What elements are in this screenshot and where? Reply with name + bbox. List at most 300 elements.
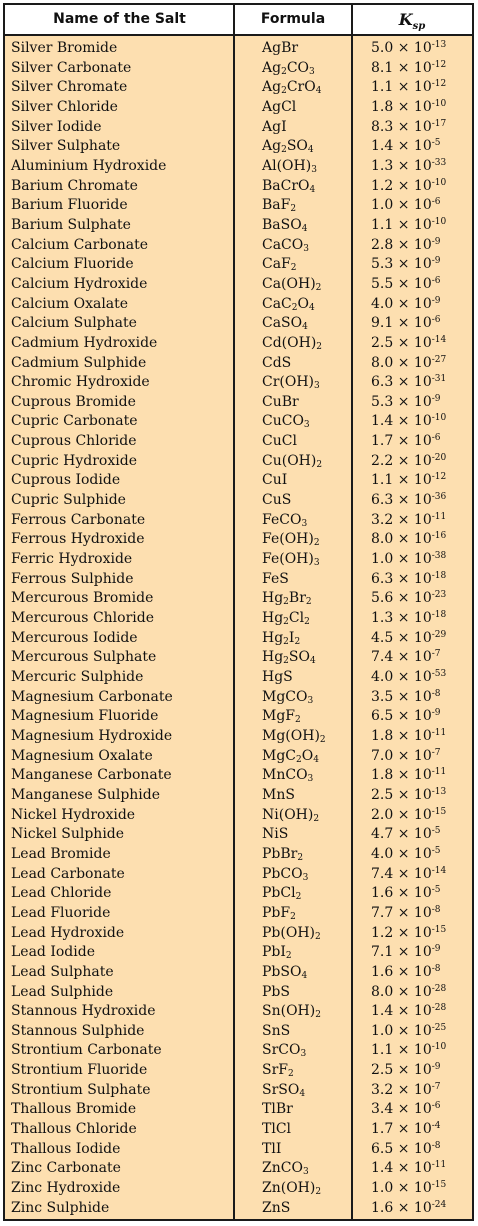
ksp-base: 10	[413, 531, 432, 548]
ksp-exponent: -15	[431, 924, 447, 935]
formula-part: MgCO	[262, 688, 308, 705]
salt-formula	[262, 354, 291, 374]
ksp-value	[371, 1179, 446, 1199]
formula-part: Ag	[262, 138, 282, 155]
formula-part: AgI	[262, 118, 287, 135]
salt-name: Manganese Carbonate	[11, 767, 172, 784]
formula-part: Zn(OH)	[262, 1180, 316, 1197]
formula-subscript: 2	[315, 1187, 322, 1198]
formula-subscript: 2	[281, 66, 287, 77]
times-sign: ×	[393, 98, 414, 115]
ksp-value	[371, 236, 441, 256]
ksp-mantissa: 4.0	[371, 845, 394, 862]
salt-formula	[262, 511, 307, 531]
times-sign: ×	[393, 1140, 414, 1157]
table-row	[5, 904, 472, 924]
salt-formula	[262, 98, 296, 118]
formula-subscript: 4	[313, 754, 319, 765]
salt-name: Mercurous Chloride	[11, 610, 154, 627]
ksp-value	[371, 648, 441, 668]
ksp-base: 10	[413, 865, 432, 882]
ksp-value	[371, 471, 446, 491]
formula-part: Hg	[262, 610, 284, 627]
ksp-value	[371, 570, 446, 590]
times-sign: ×	[393, 1022, 414, 1039]
table-row	[5, 196, 472, 216]
ksp-mantissa: 1.4	[371, 138, 394, 155]
ksp-value	[371, 609, 446, 629]
salt-formula	[262, 570, 289, 590]
formula-part: CuCl	[262, 433, 297, 450]
times-sign: ×	[393, 1199, 414, 1216]
formula-subscript: 2	[283, 636, 289, 647]
ksp-mantissa: 1.1	[371, 216, 394, 233]
salt-formula	[262, 1022, 290, 1042]
formula-part: Ni(OH)	[262, 806, 314, 823]
ksp-exponent: -6	[431, 275, 441, 286]
salt-formula	[262, 884, 301, 904]
times-sign: ×	[393, 138, 414, 155]
ksp-exponent: -27	[431, 354, 447, 365]
formula-part: MnCO	[262, 767, 308, 784]
ksp-base: 10	[413, 570, 432, 587]
ksp-value	[371, 39, 446, 59]
times-sign: ×	[393, 963, 414, 980]
salt-name: Lead Sulphate	[11, 963, 114, 980]
table-row	[5, 471, 472, 491]
ksp-mantissa: 5.6	[371, 590, 394, 607]
salt-name: Nickel Hydroxide	[11, 806, 136, 823]
table-row	[5, 275, 472, 295]
formula-subscript: 4	[309, 302, 315, 313]
ksp-exponent: -9	[431, 236, 441, 247]
formula-part: SrCO	[262, 1042, 301, 1059]
ksp-base: 10	[413, 1101, 432, 1118]
formula-part: PbS	[262, 983, 290, 1000]
table-row	[5, 255, 472, 275]
salt-formula	[262, 786, 295, 806]
table-row	[5, 412, 472, 432]
ksp-mantissa: 9.1	[371, 315, 394, 332]
salt-name: Silver Iodide	[11, 118, 102, 135]
ksp-exponent: -14	[431, 334, 447, 345]
ksp-base: 10	[413, 767, 432, 784]
formula-part: O	[301, 747, 314, 764]
ksp-exponent: -16	[431, 531, 447, 542]
ksp-mantissa: 2.5	[371, 334, 394, 351]
table-row	[5, 314, 472, 334]
formula-subscript: 2	[290, 204, 297, 215]
salt-formula	[262, 1120, 291, 1140]
ksp-value	[371, 550, 446, 570]
salt-name: Ferrous Carbonate	[11, 511, 146, 528]
salt-formula	[262, 904, 296, 924]
ksp-mantissa: 2.0	[371, 806, 394, 823]
ksp-base: 10	[413, 236, 432, 253]
ksp-value	[371, 1022, 446, 1042]
formula-subscript: 2	[285, 951, 292, 962]
ksp-exponent: -9	[431, 295, 441, 306]
salt-formula	[262, 629, 300, 649]
formula-part: SO	[286, 138, 308, 155]
ksp-value	[371, 589, 446, 609]
formula-subscript: 2	[295, 892, 302, 903]
ksp-mantissa: 1.1	[371, 79, 394, 96]
times-sign: ×	[393, 1062, 414, 1079]
salt-name: Strontium Sulphate	[11, 1081, 151, 1098]
ksp-exponent: -9	[431, 393, 441, 404]
ksp-value	[371, 98, 446, 118]
times-sign: ×	[393, 157, 414, 174]
ksp-base: 10	[413, 79, 432, 96]
times-sign: ×	[393, 688, 414, 705]
ksp-value	[371, 806, 446, 826]
times-sign: ×	[393, 590, 414, 607]
formula-part: Ca(OH)	[262, 275, 316, 292]
salt-formula	[262, 373, 320, 393]
ksp-base: 10	[413, 374, 432, 391]
ksp-base: 10	[413, 157, 432, 174]
table-row	[5, 1002, 472, 1022]
times-sign: ×	[393, 413, 414, 430]
salt-name: Zinc Sulphide	[11, 1199, 110, 1216]
formula-part: SrF	[262, 1062, 288, 1079]
formula-subscript: 4	[315, 86, 322, 97]
table-row	[5, 354, 472, 374]
salt-formula	[262, 393, 299, 413]
ksp-base: 10	[413, 354, 432, 371]
table-row	[5, 118, 472, 138]
ksp-exponent: -4	[431, 1121, 441, 1132]
times-sign: ×	[393, 767, 414, 784]
ksp-value	[371, 884, 441, 904]
ksp-value	[371, 1120, 441, 1140]
ksp-exponent: -5	[431, 826, 441, 837]
formula-part: Pb(OH)	[262, 924, 315, 941]
salt-formula	[262, 1081, 305, 1101]
ksp-value	[371, 845, 441, 865]
ksp-exponent: -10	[431, 1042, 447, 1053]
formula-subscript: 4	[301, 223, 308, 234]
formula-part: CO	[286, 59, 310, 76]
ksp-exponent: -6	[431, 197, 441, 208]
times-sign: ×	[393, 374, 414, 391]
ksp-mantissa: 1.4	[371, 413, 394, 430]
salt-formula	[262, 609, 310, 629]
table-row	[5, 295, 472, 315]
salt-name: Calcium Hydroxide	[11, 275, 148, 292]
salt-formula	[262, 550, 320, 570]
ksp-exponent: -8	[431, 1140, 441, 1151]
table-row	[5, 216, 472, 236]
header-ksp-symbol: K	[398, 10, 413, 29]
ksp-base: 10	[413, 197, 432, 214]
salt-formula	[262, 1002, 321, 1022]
salt-formula	[262, 727, 326, 747]
salt-name: Silver Chromate	[11, 79, 128, 96]
ksp-value	[371, 924, 446, 944]
ksp-value	[371, 275, 441, 295]
salt-formula	[262, 1061, 294, 1081]
formula-part: SrSO	[262, 1081, 300, 1098]
ksp-base: 10	[413, 59, 432, 76]
ksp-exponent: -29	[431, 629, 447, 640]
ksp-value	[371, 629, 446, 649]
times-sign: ×	[393, 669, 414, 685]
formula-part: Sn(OH)	[262, 1003, 316, 1020]
times-sign: ×	[393, 649, 414, 666]
formula-subscript: 2	[295, 715, 301, 726]
times-sign: ×	[393, 472, 414, 489]
ksp-base: 10	[413, 472, 432, 489]
formula-part: Br	[288, 590, 306, 607]
table-row	[5, 334, 472, 354]
table-row	[5, 1061, 472, 1081]
salt-formula	[262, 865, 308, 885]
times-sign: ×	[393, 885, 414, 902]
salt-formula	[262, 78, 321, 98]
ksp-base: 10	[413, 786, 432, 803]
ksp-base: 10	[413, 315, 432, 332]
ksp-value	[371, 766, 446, 786]
ksp-exponent: -13	[431, 786, 447, 797]
formula-part: CuI	[262, 472, 288, 489]
formula-part: BaF	[262, 197, 291, 214]
salt-name: Thallous Chloride	[11, 1121, 137, 1138]
times-sign: ×	[393, 315, 414, 332]
ksp-exponent: -6	[431, 1101, 441, 1112]
ksp-value	[371, 530, 446, 550]
ksp-mantissa: 7.7	[371, 904, 394, 921]
salt-formula	[262, 177, 315, 197]
salt-name: Lead Iodide	[11, 944, 95, 961]
formula-part: PbBr	[262, 845, 298, 862]
salt-name: Calcium Oxalate	[11, 295, 129, 312]
table-row	[5, 530, 472, 550]
table-row	[5, 1199, 472, 1219]
times-sign: ×	[393, 216, 414, 233]
ksp-mantissa: 1.1	[371, 472, 394, 489]
header-ksp	[352, 5, 472, 34]
ksp-base: 10	[413, 944, 432, 961]
table-row	[5, 1081, 472, 1101]
ksp-exponent: -18	[431, 610, 447, 621]
ksp-value	[371, 412, 446, 432]
ksp-base: 10	[413, 885, 432, 902]
times-sign: ×	[393, 177, 414, 194]
salt-formula	[262, 39, 298, 59]
formula-part: CuCO	[262, 413, 304, 430]
salt-name: Cuprous Chloride	[11, 433, 137, 450]
times-sign: ×	[393, 354, 414, 371]
table-row	[5, 550, 472, 570]
ksp-mantissa: 1.0	[371, 197, 394, 214]
ksp-base: 10	[413, 138, 432, 155]
ksp-base: 10	[413, 1062, 432, 1079]
ksp-exponent: -15	[431, 806, 447, 817]
salt-name: Mercuric Sulphide	[11, 669, 144, 685]
formula-subscript: 2	[283, 617, 289, 628]
salt-formula	[262, 1100, 293, 1120]
times-sign: ×	[393, 747, 414, 764]
ksp-base: 10	[413, 1121, 432, 1138]
ksp-mantissa: 1.7	[371, 1121, 394, 1138]
ksp-exponent: -31	[431, 374, 447, 385]
formula-part: Hg	[262, 649, 284, 666]
ksp-mantissa: 8.0	[371, 531, 394, 548]
table-row	[5, 983, 472, 1003]
salt-name: Lead Carbonate	[11, 865, 125, 882]
ksp-value	[371, 904, 441, 924]
formula-part: Ag	[262, 79, 282, 96]
table-row	[5, 511, 472, 531]
salt-formula	[262, 530, 320, 550]
salt-formula	[262, 412, 310, 432]
ksp-mantissa: 6.3	[371, 374, 394, 391]
ksp-mantissa: 3.2	[371, 511, 394, 528]
times-sign: ×	[393, 924, 414, 941]
salt-name: Barium Sulphate	[11, 216, 131, 233]
salt-name: Cadmium Sulphide	[11, 354, 147, 371]
ksp-mantissa: 2.2	[371, 452, 394, 469]
ksp-value	[371, 295, 441, 315]
times-sign: ×	[393, 708, 414, 725]
formula-subscript: 2	[305, 597, 312, 608]
formula-subscript: 4	[307, 145, 314, 156]
ksp-base: 10	[413, 1022, 432, 1039]
salt-name: Barium Fluoride	[11, 197, 128, 214]
salt-formula	[262, 1140, 281, 1160]
ksp-value	[371, 452, 446, 472]
salt-name: Thallous Bromide	[11, 1101, 137, 1118]
ksp-value	[371, 491, 446, 511]
times-sign: ×	[393, 904, 414, 921]
ksp-base: 10	[413, 393, 432, 410]
table-row	[5, 393, 472, 413]
table-row	[5, 786, 472, 806]
ksp-exponent: -9	[431, 708, 441, 719]
ksp-exponent: -18	[431, 570, 447, 581]
ksp-value	[371, 373, 446, 393]
times-sign: ×	[393, 806, 414, 823]
formula-subscript: 2	[290, 263, 297, 274]
salt-formula	[262, 59, 315, 79]
formula-subscript: 2	[288, 1069, 294, 1080]
times-sign: ×	[393, 727, 414, 744]
ksp-mantissa: 1.6	[371, 963, 394, 980]
salt-name: Strontium Carbonate	[11, 1042, 162, 1059]
table-row	[5, 609, 472, 629]
formula-part: PbCO	[262, 865, 303, 882]
times-sign: ×	[393, 40, 414, 56]
ksp-base: 10	[413, 727, 432, 744]
formula-part: CdS	[262, 354, 292, 371]
times-sign: ×	[393, 295, 414, 312]
table-row	[5, 589, 472, 609]
ksp-exponent: -20	[431, 452, 447, 463]
table-row	[5, 806, 472, 826]
ksp-value	[371, 1199, 446, 1219]
formula-subscript: 3	[302, 872, 309, 883]
ksp-base: 10	[413, 806, 432, 823]
formula-part: PbSO	[262, 963, 302, 980]
ksp-mantissa: 7.0	[371, 747, 394, 764]
times-sign: ×	[393, 275, 414, 292]
ksp-mantissa: 1.8	[371, 767, 394, 784]
table-row	[5, 98, 472, 118]
ksp-base: 10	[413, 826, 432, 843]
salt-name: Lead Fluoride	[11, 904, 111, 921]
ksp-base: 10	[413, 649, 432, 666]
salt-name: Cupric Sulphide	[11, 492, 126, 509]
table-row	[5, 570, 472, 590]
ksp-value	[371, 1159, 446, 1179]
ksp-exponent: -11	[431, 511, 447, 522]
ksp-mantissa: 1.6	[371, 885, 394, 902]
ksp-mantissa: 4.0	[371, 669, 394, 685]
salt-name: Ferrous Hydroxide	[11, 531, 145, 548]
salt-formula	[262, 432, 297, 452]
ksp-exponent: -53	[431, 669, 447, 679]
salt-name: Silver Carbonate	[11, 59, 132, 76]
salt-formula	[262, 236, 309, 256]
ksp-exponent: -24	[431, 1199, 447, 1210]
ksp-value	[371, 78, 446, 98]
times-sign: ×	[393, 1003, 414, 1020]
salt-name: Ferric Hydroxide	[11, 551, 133, 568]
formula-subscript: 3	[307, 774, 314, 785]
formula-part: FeCO	[262, 511, 302, 528]
table-row	[5, 727, 472, 747]
times-sign: ×	[393, 1121, 414, 1138]
salt-name: Silver Chloride	[11, 98, 118, 115]
ksp-exponent: -8	[431, 688, 441, 699]
ksp-base: 10	[413, 98, 432, 115]
salt-name: Stannous Hydroxide	[11, 1003, 156, 1020]
salt-name: Chromic Hydroxide	[11, 374, 150, 391]
formula-subscript: 2	[315, 1010, 321, 1021]
header-ksp-subscript: sp	[412, 21, 426, 33]
table-row	[5, 137, 472, 157]
formula-part: MgF	[262, 708, 296, 725]
formula-part: AgBr	[262, 40, 299, 56]
ksp-mantissa: 6.5	[371, 708, 394, 725]
ksp-exponent: -5	[431, 885, 441, 896]
ksp-base: 10	[413, 1160, 432, 1177]
ksp-mantissa: 5.5	[371, 275, 394, 292]
ksp-exponent: -6	[431, 433, 441, 444]
ksp-mantissa: 7.4	[371, 865, 394, 882]
ksp-base: 10	[413, 1042, 432, 1059]
ksp-base: 10	[413, 295, 432, 312]
formula-subscript: 3	[313, 558, 320, 569]
ksp-mantissa: 3.4	[371, 1101, 394, 1118]
ksp-mantissa: 1.4	[371, 1003, 394, 1020]
salt-formula	[262, 452, 322, 472]
table-row	[5, 1159, 472, 1179]
ksp-mantissa: 8.1	[371, 59, 394, 76]
salt-name: Nickel Sulphide	[11, 826, 125, 843]
salt-formula	[262, 1179, 321, 1199]
ksp-base: 10	[413, 551, 432, 568]
times-sign: ×	[393, 393, 414, 410]
ksp-mantissa: 3.2	[371, 1081, 394, 1098]
ksp-base: 10	[413, 610, 432, 627]
ksp-value	[371, 1140, 441, 1160]
ksp-value	[371, 707, 441, 727]
formula-subscript: 2	[296, 754, 302, 765]
formula-subscript: 3	[311, 164, 317, 175]
